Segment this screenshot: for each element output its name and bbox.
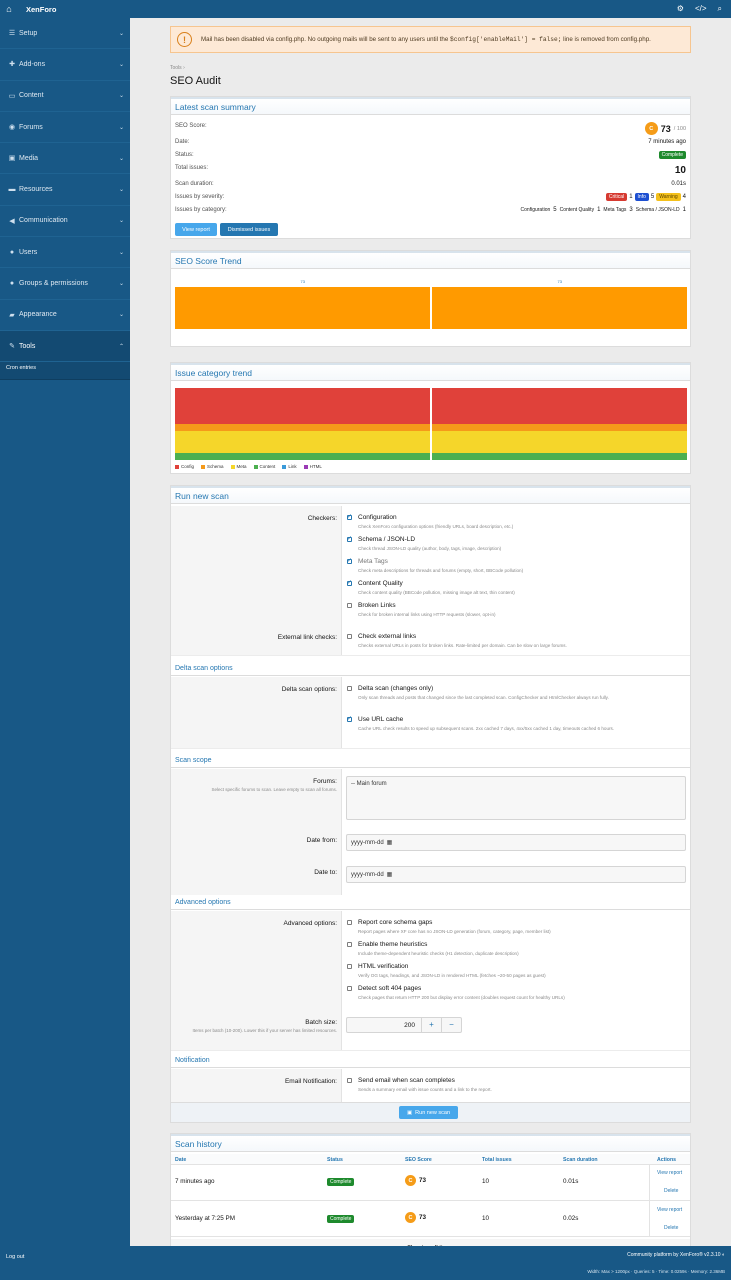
- mail-disabled-notice: [170, 26, 691, 53]
- top-bar: [0, 0, 731, 18]
- chevron-down-icon: ⌄: [118, 155, 124, 162]
- chevron-down-icon: ⌄: [118, 249, 124, 256]
- view-report-link[interactable]: View report: [657, 1207, 683, 1213]
- legend-label: Config: [181, 464, 195, 469]
- legend-item[interactable]: [304, 464, 322, 469]
- contrast-icon[interactable]: ◐: [721, 1252, 725, 1258]
- score-grade-badge: C: [405, 1212, 416, 1223]
- forums-select[interactable]: [346, 776, 686, 820]
- sidebar-item-label: Groups & permissions: [19, 280, 88, 288]
- checker-content-hint: Check content quality (BBCode pollution, missing image alt text, thin content): [358, 590, 515, 595]
- sidebar-item-setup[interactable]: [0, 18, 130, 49]
- external-links-checkbox[interactable]: [347, 634, 352, 639]
- category-label: Issues by category:: [175, 206, 227, 213]
- row-score: 73: [419, 1177, 427, 1184]
- breadcrumb[interactable]: [170, 65, 185, 71]
- run-scan-block: [170, 485, 691, 1123]
- score-value: 73: [660, 123, 671, 134]
- save-icon: ▣: [406, 1109, 413, 1116]
- score-trend-chart: [175, 273, 686, 329]
- checker-schema-label[interactable]: Schema / JSON-LD: [358, 536, 416, 543]
- sidebar-item-label: Add-ons: [19, 60, 46, 68]
- scan-history-title: Scan history: [171, 1134, 690, 1152]
- forums-label: [171, 778, 341, 793]
- users-icon: ●: [9, 280, 15, 288]
- scope-row: [171, 769, 690, 899]
- row-duration: 0.01s: [563, 1178, 579, 1185]
- chevron-down-icon: ⌄: [118, 30, 124, 37]
- batch-size-value[interactable]: 200: [404, 1021, 415, 1029]
- core-schema-gaps-label[interactable]: Report core schema gaps: [358, 919, 433, 926]
- checkers-row: [171, 506, 690, 656]
- camera-icon: ▣: [8, 155, 16, 163]
- severity-warning-badge: Warning: [656, 193, 680, 201]
- category-legend: [175, 464, 322, 469]
- cog-icon[interactable]: ⚙: [676, 4, 684, 13]
- delete-link[interactable]: Delete: [664, 1188, 679, 1194]
- category-name: Configuration: [520, 206, 551, 213]
- checker-meta-hint: Check meta descriptions for threads and forums (empty, short, BBCode pollution): [358, 568, 524, 573]
- checker-configuration-checkbox[interactable]: [347, 515, 352, 520]
- notice-code: $config['enableMail'] = false;: [450, 36, 562, 43]
- checker-broken-links-label[interactable]: Broken Links: [358, 602, 396, 609]
- severity-label: Issues by severity:: [175, 193, 225, 200]
- chevron-down-icon: ⌄: [118, 187, 124, 194]
- sidebar-item-content[interactable]: [0, 81, 130, 112]
- sidebar-item-label: Appearance: [19, 311, 57, 319]
- score-trend-block: [170, 250, 691, 347]
- date-value: 7 minutes ago: [648, 138, 686, 145]
- duration-label: Scan duration:: [175, 180, 214, 187]
- category-name: Content Quality: [559, 206, 595, 213]
- checkers-label: Checkers:: [307, 515, 337, 522]
- table-row: [171, 1201, 690, 1237]
- batch-size-hint: Items per batch (10-200). Lower this if your server has limited resources.: [192, 1028, 337, 1033]
- page-title: SEO Audit: [170, 75, 221, 87]
- scan-scope-heading: Scan scope: [171, 753, 690, 768]
- sidebar-item-tools[interactable]: [0, 331, 130, 362]
- legend-swatch: [231, 465, 235, 469]
- legend-label: Link: [288, 464, 297, 469]
- main-content: [130, 18, 731, 1246]
- legend-label: Schema: [207, 464, 224, 469]
- notice-text-end: line is removed from config.php.: [561, 36, 651, 43]
- actions-divider: [649, 1201, 650, 1237]
- score-trend-title: SEO Score Trend: [171, 251, 690, 269]
- wrench-icon: ✎: [9, 343, 15, 351]
- sidebar-item-label: Media: [19, 154, 39, 162]
- total-value: 10: [674, 165, 686, 176]
- code-icon[interactable]: </>: [694, 4, 707, 13]
- chevron-up-icon: ⌃: [118, 343, 124, 350]
- sidebar-item-label: Communication: [19, 217, 68, 225]
- sidebar-subitem-cron-entries[interactable]: Cron entries: [0, 362, 130, 380]
- duration-value: 0.01s: [671, 180, 686, 187]
- score-label: SEO Score:: [175, 122, 207, 129]
- delta-label: Delta scan options:: [281, 686, 337, 693]
- chevron-down-icon: ⌄: [118, 218, 124, 225]
- severity-row: [175, 192, 686, 201]
- sidebar-item-resources[interactable]: [0, 174, 130, 205]
- run-new-scan-label: Run new scan: [415, 1109, 451, 1116]
- date-from-input[interactable]: [346, 834, 686, 851]
- email-label: Email Notification:: [284, 1078, 337, 1085]
- soft-404-label[interactable]: Detect soft 404 pages: [358, 985, 422, 992]
- col-actions: Actions: [657, 1157, 677, 1163]
- status-badge: Complete: [327, 1215, 354, 1223]
- warning-icon: !: [177, 32, 192, 47]
- chevron-right-icon: ›: [183, 65, 185, 71]
- dismissed-issues-button[interactable]: Dismissed issues: [220, 223, 278, 236]
- content-icon: ▭: [8, 92, 16, 100]
- category-trend-block: [170, 362, 691, 474]
- view-report-button[interactable]: View report: [175, 223, 217, 236]
- row-issues: 10: [482, 1178, 490, 1185]
- score-row: [175, 121, 686, 134]
- external-links-hint: Checks external URLs in posts for broken links. Rate-limited per domain. Can be slow on large forums.: [358, 643, 567, 648]
- date-to-label: Date to:: [314, 869, 337, 876]
- checker-configuration-label[interactable]: Configuration: [358, 514, 397, 521]
- checker-content-checkbox[interactable]: [347, 581, 352, 586]
- legend-item[interactable]: [282, 464, 296, 469]
- chevron-down-icon: ⌄: [118, 124, 124, 131]
- chevron-down-icon: ⌄: [118, 312, 124, 319]
- url-cache-checkbox[interactable]: [347, 717, 352, 722]
- sidebar-item-media[interactable]: [0, 143, 130, 174]
- col-status: Status: [327, 1157, 343, 1163]
- category-name: Schema / JSON-LD: [635, 206, 680, 213]
- status-row: [175, 150, 686, 159]
- theme-heuristics-hint: Include theme-dependent heuristic checks (H1 detection, duplicate description): [358, 951, 519, 956]
- batch-size-label-text: Batch size:: [305, 1019, 337, 1026]
- sidebar-item-forums[interactable]: [0, 112, 130, 143]
- duration-row: [175, 179, 686, 188]
- view-report-link[interactable]: View report: [657, 1170, 683, 1176]
- checker-broken-links-hint: Check for broken internal links using HTTP requests (slower, opt-in): [358, 612, 496, 617]
- legend-label: Meta: [236, 464, 247, 469]
- checker-configuration-hint: Check XenForo configuration options (friendly URLs, board description, etc.): [358, 524, 514, 529]
- delta-row: [171, 677, 690, 749]
- legend-swatch: [304, 465, 308, 469]
- logout-link[interactable]: Log out: [6, 1254, 25, 1260]
- category-bar-meta: [432, 431, 687, 453]
- forums-option[interactable]: -- Main forum: [351, 781, 387, 787]
- external-links-row-label: External link checks:: [277, 634, 337, 641]
- paint-icon: ▰: [9, 311, 15, 319]
- score-trend-bar: [175, 287, 430, 329]
- advanced-options-heading: Advanced options: [171, 895, 690, 910]
- col-seo-score: SEO Score: [405, 1157, 432, 1163]
- checker-schema-hint: Check thread JSON-LD quality (author, body, tags, image, description): [358, 546, 502, 551]
- score-grade-badge: C: [645, 122, 658, 135]
- sliders-icon: ☰: [8, 30, 16, 38]
- actions-divider: [649, 1165, 650, 1201]
- checker-broken-links-checkbox[interactable]: [347, 603, 352, 608]
- date-row: [175, 137, 686, 146]
- theme-heuristics-checkbox[interactable]: [347, 942, 352, 947]
- chevron-down-icon: ⌄: [118, 281, 124, 288]
- batch-size-label: [171, 1019, 341, 1034]
- html-verification-hint: Verify OG tags, headings, and JSON-LD in rendered HTML (fetches ~20-50 pages as guest): [358, 973, 546, 978]
- delete-link[interactable]: Delete: [664, 1225, 679, 1231]
- category-bar-content: [432, 453, 687, 460]
- legend-swatch: [201, 465, 205, 469]
- score-trend-data-label: 73: [557, 279, 562, 284]
- category-bar-content: [175, 453, 430, 460]
- category-count: 1: [597, 206, 601, 213]
- severity-info-badge: Info: [635, 193, 649, 201]
- date-label: Date:: [175, 138, 190, 145]
- sidebar: [0, 18, 130, 1246]
- chevron-down-icon: ⌄: [118, 61, 124, 68]
- category-bar-config: [432, 388, 687, 424]
- row-date: 7 minutes ago: [175, 1178, 215, 1185]
- sidebar-item-label: Users: [19, 248, 38, 256]
- sidebar-item-groups-permissions[interactable]: [0, 268, 130, 299]
- date-to-input[interactable]: [346, 866, 686, 883]
- email-notification-label[interactable]: Send email when scan completes: [358, 1077, 455, 1084]
- run-scan-title: Run new scan: [171, 486, 690, 504]
- email-notification-hint: Sends a summary email with issue counts and a link to the report.: [358, 1087, 492, 1092]
- category-row: [175, 205, 686, 214]
- platform-credit[interactable]: [627, 1252, 725, 1258]
- puzzle-icon: ✚: [9, 61, 15, 69]
- advanced-label: Advanced options:: [283, 920, 337, 927]
- debug-stats: Width: Max > 1200px · Queries: 5 · Time: 0.0259s · Memory: 2.36MB: [587, 1269, 725, 1274]
- sidebar-item-label: Tools: [19, 342, 36, 350]
- legend-label: Content: [259, 464, 276, 469]
- sidebar-item-label: Forums: [19, 123, 43, 131]
- calendar-icon[interactable]: ▦: [386, 840, 393, 846]
- breadcrumb-tools[interactable]: Tools: [170, 65, 182, 71]
- notice-text: Mail has been disabled via config.php. No outgoing mails will be sent to any users until the: [201, 36, 451, 43]
- history-header-row: [171, 1154, 690, 1165]
- legend-item[interactable]: [254, 464, 276, 469]
- advanced-row: [171, 911, 690, 1051]
- sidebar-item-appearance[interactable]: [0, 300, 130, 331]
- sidebar-item-label: Setup: [19, 29, 38, 37]
- checker-meta-checkbox[interactable]: [347, 559, 352, 564]
- category-count: 3: [629, 206, 633, 213]
- scan-history-block: [170, 1133, 691, 1258]
- sidebar-item-communication[interactable]: [0, 206, 130, 237]
- forums-label-text: Forums:: [313, 778, 337, 785]
- chevron-down-icon: ⌄: [118, 93, 124, 100]
- notice-message: [201, 35, 681, 44]
- batch-size-stepper[interactable]: [346, 1017, 462, 1033]
- legend-item[interactable]: [175, 464, 194, 469]
- severity-warning-count: 4: [682, 193, 686, 200]
- summary-block: [170, 96, 691, 239]
- footer-bar: [0, 1246, 731, 1280]
- notification-heading: Notification: [171, 1053, 690, 1068]
- col-date: Date: [175, 1157, 187, 1163]
- category-bar-schema: [432, 424, 687, 431]
- sidebar-item-label: Resources: [19, 186, 53, 194]
- row-duration: 0.02s: [563, 1215, 579, 1222]
- category-trend-title: Issue category trend: [171, 363, 690, 381]
- minus-icon[interactable]: −: [441, 1018, 461, 1032]
- delta-scan-heading: Delta scan options: [171, 661, 690, 676]
- home-icon[interactable]: ⌂: [6, 4, 12, 14]
- total-row: [175, 163, 686, 176]
- checker-schema-checkbox[interactable]: [347, 537, 352, 542]
- col-scan-duration: Scan duration: [563, 1157, 598, 1163]
- legend-label: HTML: [309, 464, 322, 469]
- severity-critical-badge: Critical: [606, 193, 627, 201]
- table-row: [171, 1165, 690, 1201]
- score-trend-bar: [432, 287, 687, 329]
- email-notification-checkbox[interactable]: [347, 1078, 352, 1083]
- status-badge: Complete: [327, 1178, 354, 1186]
- theme-heuristics-label[interactable]: Enable theme heuristics: [358, 941, 428, 948]
- score-trend-data-label: 73: [300, 279, 305, 284]
- sidebar-item-label: Content: [19, 92, 44, 100]
- severity-critical-count: 1: [629, 193, 633, 200]
- delta-scan-label[interactable]: Delta scan (changes only): [358, 685, 434, 692]
- category-trend-chart: [175, 388, 686, 460]
- url-cache-label[interactable]: Use URL cache: [358, 716, 404, 723]
- score-max: / 100: [673, 125, 686, 132]
- html-verification-checkbox[interactable]: [347, 964, 352, 969]
- category-bar-config: [175, 388, 430, 424]
- date-to-placeholder: yyyy-mm-dd: [351, 871, 384, 878]
- category-bar-schema: [175, 424, 430, 431]
- soft-404-checkbox[interactable]: [347, 986, 352, 991]
- html-verification-label[interactable]: HTML verification: [358, 963, 409, 970]
- date-from-placeholder: yyyy-mm-dd: [351, 839, 384, 846]
- severity-info-count: 5: [650, 193, 655, 200]
- category-count: 1: [682, 206, 686, 213]
- core-schema-gaps-checkbox[interactable]: [347, 920, 352, 925]
- forums-hint: Select specific forums to scan. Leave empty to scan all forums.: [211, 787, 337, 792]
- summary-title: Latest scan summary: [171, 97, 690, 115]
- col-total-issues: Total issues: [482, 1157, 512, 1163]
- inbox-icon: ▬: [8, 186, 16, 194]
- delta-scan-hint: Only scan threads and posts that changed since the last completed scan. ConfigChecker and HtmlChecker always run fully.: [358, 695, 609, 700]
- category-count: 5: [553, 206, 557, 213]
- user-icon: ●: [9, 248, 15, 256]
- row-date: Yesterday at 7:25 PM: [175, 1215, 235, 1222]
- checker-meta-label[interactable]: Meta Tags: [358, 558, 388, 565]
- legend-swatch: [254, 465, 258, 469]
- total-label: Total issues:: [175, 164, 209, 171]
- legend-swatch: [282, 465, 286, 469]
- plus-icon[interactable]: +: [421, 1018, 441, 1032]
- checker-content-label[interactable]: Content Quality: [358, 580, 403, 587]
- score-grade-badge: C: [405, 1175, 416, 1186]
- calendar-icon[interactable]: ▦: [386, 872, 393, 878]
- brand-name[interactable]: XenForo: [26, 4, 57, 14]
- soft-404-hint: Check pages that return HTTP 200 but display error content (doubles request count for healthy URLs): [358, 995, 565, 1000]
- external-links-label[interactable]: Check external links: [358, 633, 417, 640]
- core-schema-gaps-hint: Report pages where XF core has no JSON-LD generation (forum, category, page, member list): [358, 929, 551, 934]
- legend-item[interactable]: [201, 464, 224, 469]
- sidebar-item-users[interactable]: [0, 237, 130, 268]
- megaphone-icon: ◀: [9, 217, 15, 225]
- platform-text[interactable]: Community platform by XenForo® v2.3.10: [627, 1252, 721, 1258]
- category-name: Meta Tags: [603, 206, 627, 213]
- comments-icon: ◉: [8, 124, 16, 132]
- category-bar-meta: [175, 431, 430, 453]
- url-cache-hint: Cache URL check results to speed up subsequent scans. 2xx cached 7 days, 4xx/5xx cached 1 day, timeouts cached 6 hours.: [358, 726, 615, 731]
- legend-swatch: [175, 465, 179, 469]
- sidebar-item-add-ons[interactable]: [0, 49, 130, 80]
- row-score: 73: [419, 1214, 427, 1221]
- status-label: Status:: [175, 151, 194, 158]
- search-icon[interactable]: ⌕: [717, 4, 722, 13]
- run-new-scan-button[interactable]: [399, 1106, 458, 1119]
- row-issues: 10: [482, 1215, 490, 1222]
- status-badge: Complete: [659, 151, 686, 159]
- legend-item[interactable]: [231, 464, 247, 469]
- email-row: [171, 1069, 690, 1103]
- delta-scan-checkbox[interactable]: [347, 686, 352, 691]
- date-from-label: Date from:: [306, 837, 337, 844]
- submit-bar: [171, 1102, 690, 1122]
